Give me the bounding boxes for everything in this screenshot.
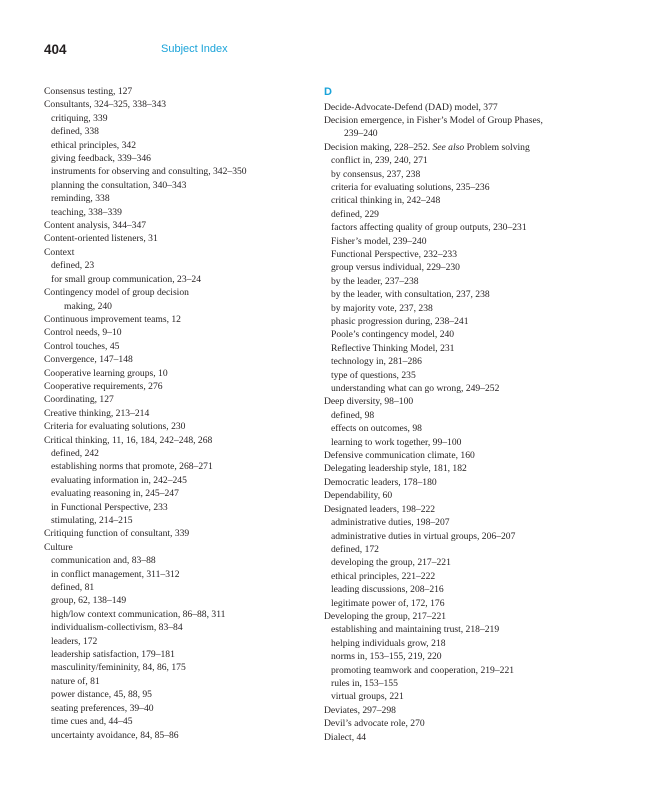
index-subentry: [44, 514, 306, 527]
index-subentry: [44, 179, 306, 192]
entry-text: Consensus testing, 127: [44, 86, 133, 97]
entry-text: stimulating, 214–215: [51, 515, 133, 526]
index-subentry: [44, 621, 306, 634]
entry-text: instruments for observing and consulting, 342–350: [51, 166, 247, 178]
entry-text: ethical principles, 221–222: [331, 570, 436, 582]
entry-text: Functional Perspective, 232–233: [331, 248, 458, 260]
entry-text: Cooperative learning groups, 10: [44, 367, 168, 379]
entry-text: establishing norms that promote, 268–271: [51, 461, 213, 473]
index-entry: [44, 326, 306, 339]
entry-text: group versus individual, 229–230: [331, 262, 460, 274]
index-entry: [44, 434, 306, 447]
entry-text: high/low context communication, 86–88, 311: [51, 608, 226, 620]
index-subentry: [324, 583, 624, 596]
entry-text: leading discussions, 208–216: [331, 584, 444, 596]
entry-text: giving feedback, 339–346: [51, 153, 151, 165]
index-subentry: [324, 275, 624, 288]
entry-text: virtual groups, 221: [331, 691, 404, 703]
index-subentry: [324, 221, 624, 234]
entry-text: Critiquing function of consultant, 339: [44, 528, 190, 540]
entry-text: rules in, 153–155: [331, 677, 398, 689]
entry-text: nature of, 81: [51, 675, 100, 687]
index-entry: [44, 393, 306, 406]
entry-text: helping individuals grow, 218: [331, 637, 446, 649]
page-number: 404: [44, 42, 67, 57]
index-entry: [44, 340, 306, 353]
entry-text: for small group communication, 23–24: [51, 273, 202, 285]
entry-text: ethical principles, 342: [51, 139, 136, 151]
index-subentry: [324, 315, 624, 328]
entry-text: Creative thinking, 213–214: [44, 407, 150, 419]
entry-text: Convergence, 147–148: [44, 354, 133, 366]
index-subentry: [324, 677, 624, 690]
entry-text: critical thinking in, 242–248: [331, 195, 441, 207]
entry-text: Decision making, 228–252.: [324, 141, 431, 153]
see-also-target: Problem solving: [466, 141, 530, 153]
entry-text: in conflict management, 311–312: [51, 568, 180, 580]
section-letter: D: [324, 86, 332, 98]
index-entry-continuation: [324, 127, 624, 140]
index-subentry: [44, 675, 306, 688]
index-subentry: [44, 192, 306, 205]
entry-text: Deviates, 297–298: [324, 704, 396, 716]
index-entry: [324, 610, 624, 623]
entry-text: phasic progression during, 238–241: [331, 316, 469, 327]
entry-text: power distance, 45, 88, 95: [51, 689, 152, 701]
entry-text: criteria for evaluating solutions, 235–236: [331, 181, 490, 193]
index-subentry: [324, 248, 624, 261]
index-entry: [324, 503, 624, 516]
index-subentry: [44, 688, 306, 701]
entry-text: planning the consultation, 340–343: [51, 179, 187, 191]
index-subentry: [324, 355, 624, 368]
index-entry: [44, 232, 306, 245]
entry-text: defined, 23: [51, 260, 95, 272]
index-entry: [44, 420, 306, 433]
index-subentry: [44, 715, 306, 728]
index-entry-continuation: [44, 300, 306, 313]
entry-text: administrative duties in virtual groups, 206–207: [331, 530, 516, 542]
index-column-left: [44, 85, 306, 742]
index-subentry: [44, 460, 306, 473]
entry-text: leadership satisfaction, 179–181: [51, 649, 175, 661]
entry-text: Control touches, 45: [44, 340, 120, 352]
entry-text: critiquing, 339: [51, 112, 108, 124]
index-subentry: [324, 208, 624, 221]
index-subentry: [324, 664, 624, 677]
entry-text: evaluating reasoning in, 245–247: [51, 488, 179, 500]
entry-text: seating preferences, 39–40: [51, 702, 154, 714]
entry-text: Developing the group, 217–221: [324, 610, 447, 622]
index-subentry: [324, 328, 624, 341]
index-entry: [44, 367, 306, 380]
entry-text: developing the group, 217–221: [331, 557, 451, 569]
entry-text: by consensus, 237, 238: [331, 168, 421, 180]
entry-text: uncertainty avoidance, 84, 85–86: [51, 729, 179, 741]
index-subentry: [324, 194, 624, 207]
index-subentry: [44, 139, 306, 152]
index-subentry: [44, 661, 306, 674]
entry-text: making, 240: [64, 300, 112, 312]
index-subentry: [44, 648, 306, 661]
entry-text: defined, 172: [331, 543, 379, 555]
entry-text: evaluating information in, 242–245: [51, 474, 187, 486]
index-subentry: [324, 690, 624, 703]
index-entry: [324, 704, 624, 717]
index-subentry: [324, 516, 624, 529]
index-subentry: [324, 342, 624, 355]
index-subentry: [44, 165, 306, 178]
index-subentry: [44, 635, 306, 648]
index-subentry: [324, 154, 624, 167]
index-entry: [324, 449, 624, 462]
entry-text: Continuous improvement teams, 12: [44, 313, 181, 325]
entry-text: Cooperative requirements, 276: [44, 380, 163, 392]
index-subentry: [44, 702, 306, 715]
entry-text: Deep diversity, 98–100: [324, 396, 414, 408]
index-subentry: [44, 152, 306, 165]
entry-text: Context: [44, 246, 75, 258]
index-entry: [324, 114, 624, 127]
index-subentry: [324, 422, 624, 435]
index-subentry: [44, 273, 306, 286]
index-subentry: [44, 447, 306, 460]
index-subentry: [324, 650, 624, 663]
index-entry: [44, 407, 306, 420]
index-subentry: [324, 369, 624, 382]
index-entry: [324, 717, 624, 730]
entry-text: defined, 98: [331, 409, 375, 421]
running-title: Subject Index: [161, 43, 228, 55]
index-entry: [44, 98, 306, 111]
index-subentry: [324, 530, 624, 543]
index-entry: [44, 353, 306, 366]
index-subentry: [44, 554, 306, 567]
index-subentry: [324, 436, 624, 449]
index-subentry: [44, 112, 306, 125]
entry-text: Devil’s advocate role, 270: [324, 718, 425, 730]
entry-text: Culture: [44, 541, 73, 553]
entry-text: Coordinating, 127: [44, 394, 114, 406]
entry-text: Dialect, 44: [324, 731, 367, 743]
entry-text: learning to work together, 99–100: [331, 436, 462, 448]
index-subentry: [324, 235, 624, 248]
index-subentry: [324, 168, 624, 181]
index-subentry: [324, 261, 624, 274]
entry-text: 239–240: [344, 128, 378, 140]
index-subentry: [44, 568, 306, 581]
index-subentry: [324, 570, 624, 583]
index-column-right: [324, 85, 624, 744]
entry-text: defined, 242: [51, 447, 99, 459]
entry-text: legitimate power of, 172, 176: [331, 597, 445, 609]
index-entry: [44, 85, 306, 98]
index-subentry: [324, 382, 624, 395]
entry-text: group, 62, 138–149: [51, 595, 127, 607]
index-subentry: [44, 487, 306, 500]
index-subentry: [44, 206, 306, 219]
entry-text: Decide-Advocate-Defend (DAD) model, 377: [324, 101, 498, 113]
index-entry: [44, 286, 306, 299]
entry-text: by the leader, 237–238: [331, 275, 419, 287]
entry-text: establishing and maintaining trust, 218–219: [331, 624, 500, 636]
index-entry: [44, 219, 306, 232]
entry-text: technology in, 281–286: [331, 356, 422, 368]
entry-text: teaching, 338–339: [51, 206, 122, 218]
index-subentry: [44, 608, 306, 621]
entry-text: Defensive communication climate, 160: [324, 450, 475, 462]
index-subentry: [324, 288, 624, 301]
index-entry: [324, 476, 624, 489]
index-entry: [44, 313, 306, 326]
index-subentry: [324, 181, 624, 194]
index-subentry: [324, 409, 624, 422]
entry-text: defined, 229: [331, 208, 379, 220]
index-subentry: [324, 637, 624, 650]
index-subentry: [324, 597, 624, 610]
entry-text: Reflective Thinking Model, 231: [331, 342, 455, 354]
index-entry: [324, 101, 624, 114]
entry-text: time cues and, 44–45: [51, 716, 133, 728]
entry-text: type of questions, 235: [331, 369, 416, 381]
index-subentry: [44, 501, 306, 514]
entry-text: individualism-collectivism, 83–84: [51, 622, 183, 634]
index-entry: [44, 527, 306, 540]
see-also-label: See also: [432, 141, 465, 153]
index-entry: [44, 541, 306, 554]
index-entry: [324, 141, 624, 154]
index-entry: [324, 462, 624, 475]
entry-text: factors affecting quality of group outputs, 230–231: [331, 222, 527, 234]
index-entry: [44, 380, 306, 393]
entry-text: Fisher’s model, 239–240: [331, 235, 427, 247]
index-entry: [324, 731, 624, 744]
entry-text: Delegating leadership style, 181, 182: [324, 463, 467, 475]
entry-text: Decision emergence, in Fisher’s Model of Group Phases,: [324, 114, 543, 126]
entry-text: by the leader, with consultation, 237, 238: [331, 289, 490, 301]
index-subentry: [44, 729, 306, 742]
entry-text: Poole’s contingency model, 240: [331, 329, 455, 341]
entry-text: Critical thinking, 11, 16, 184, 242–248, 268: [44, 434, 213, 446]
index-subentry: [324, 623, 624, 636]
entry-text: reminding, 338: [51, 193, 110, 205]
entry-text: Control needs, 9–10: [44, 327, 122, 339]
entry-text: Dependability, 60: [324, 490, 393, 502]
entry-text: in Functional Perspective, 233: [51, 501, 168, 513]
index-subentry: [44, 581, 306, 594]
entry-text: Consultants, 324–325, 338–343: [44, 99, 167, 111]
index-subentry: [44, 474, 306, 487]
index-entry: [44, 246, 306, 259]
entry-text: Criteria for evaluating solutions, 230: [44, 421, 186, 433]
entry-text: defined, 81: [51, 582, 95, 594]
index-entry: [324, 395, 624, 408]
index-subentry: [44, 259, 306, 272]
index-subentry: [44, 594, 306, 607]
entry-text: understanding what can go wrong, 249–252: [331, 383, 500, 395]
entry-text: Designated leaders, 198–222: [324, 503, 436, 515]
entry-text: promoting teamwork and cooperation, 219–221: [331, 664, 515, 676]
index-subentry: [44, 125, 306, 138]
entry-text: Democratic leaders, 178–180: [324, 476, 437, 488]
index-subentry: [324, 543, 624, 556]
entry-text: masculinity/femininity, 84, 86, 175: [51, 662, 186, 674]
entry-text: effects on outcomes, 98: [331, 423, 422, 435]
index-subentry: [324, 556, 624, 569]
entry-text: administrative duties, 198–207: [331, 517, 450, 529]
entry-text: communication and, 83–88: [51, 555, 156, 567]
entry-text: norms in, 153–155, 219, 220: [331, 651, 442, 663]
entry-text: Content analysis, 344–347: [44, 220, 147, 232]
entry-text: by majority vote, 237, 238: [331, 302, 433, 314]
entry-text: conflict in, 239, 240, 271: [331, 155, 428, 167]
index-subentry: [324, 302, 624, 315]
index-entry: [324, 489, 624, 502]
entry-text: Contingency model of group decision: [44, 287, 189, 299]
entry-text: defined, 338: [51, 126, 99, 138]
entry-text: Content-oriented listeners, 31: [44, 233, 158, 245]
entry-text: leaders, 172: [51, 635, 98, 647]
